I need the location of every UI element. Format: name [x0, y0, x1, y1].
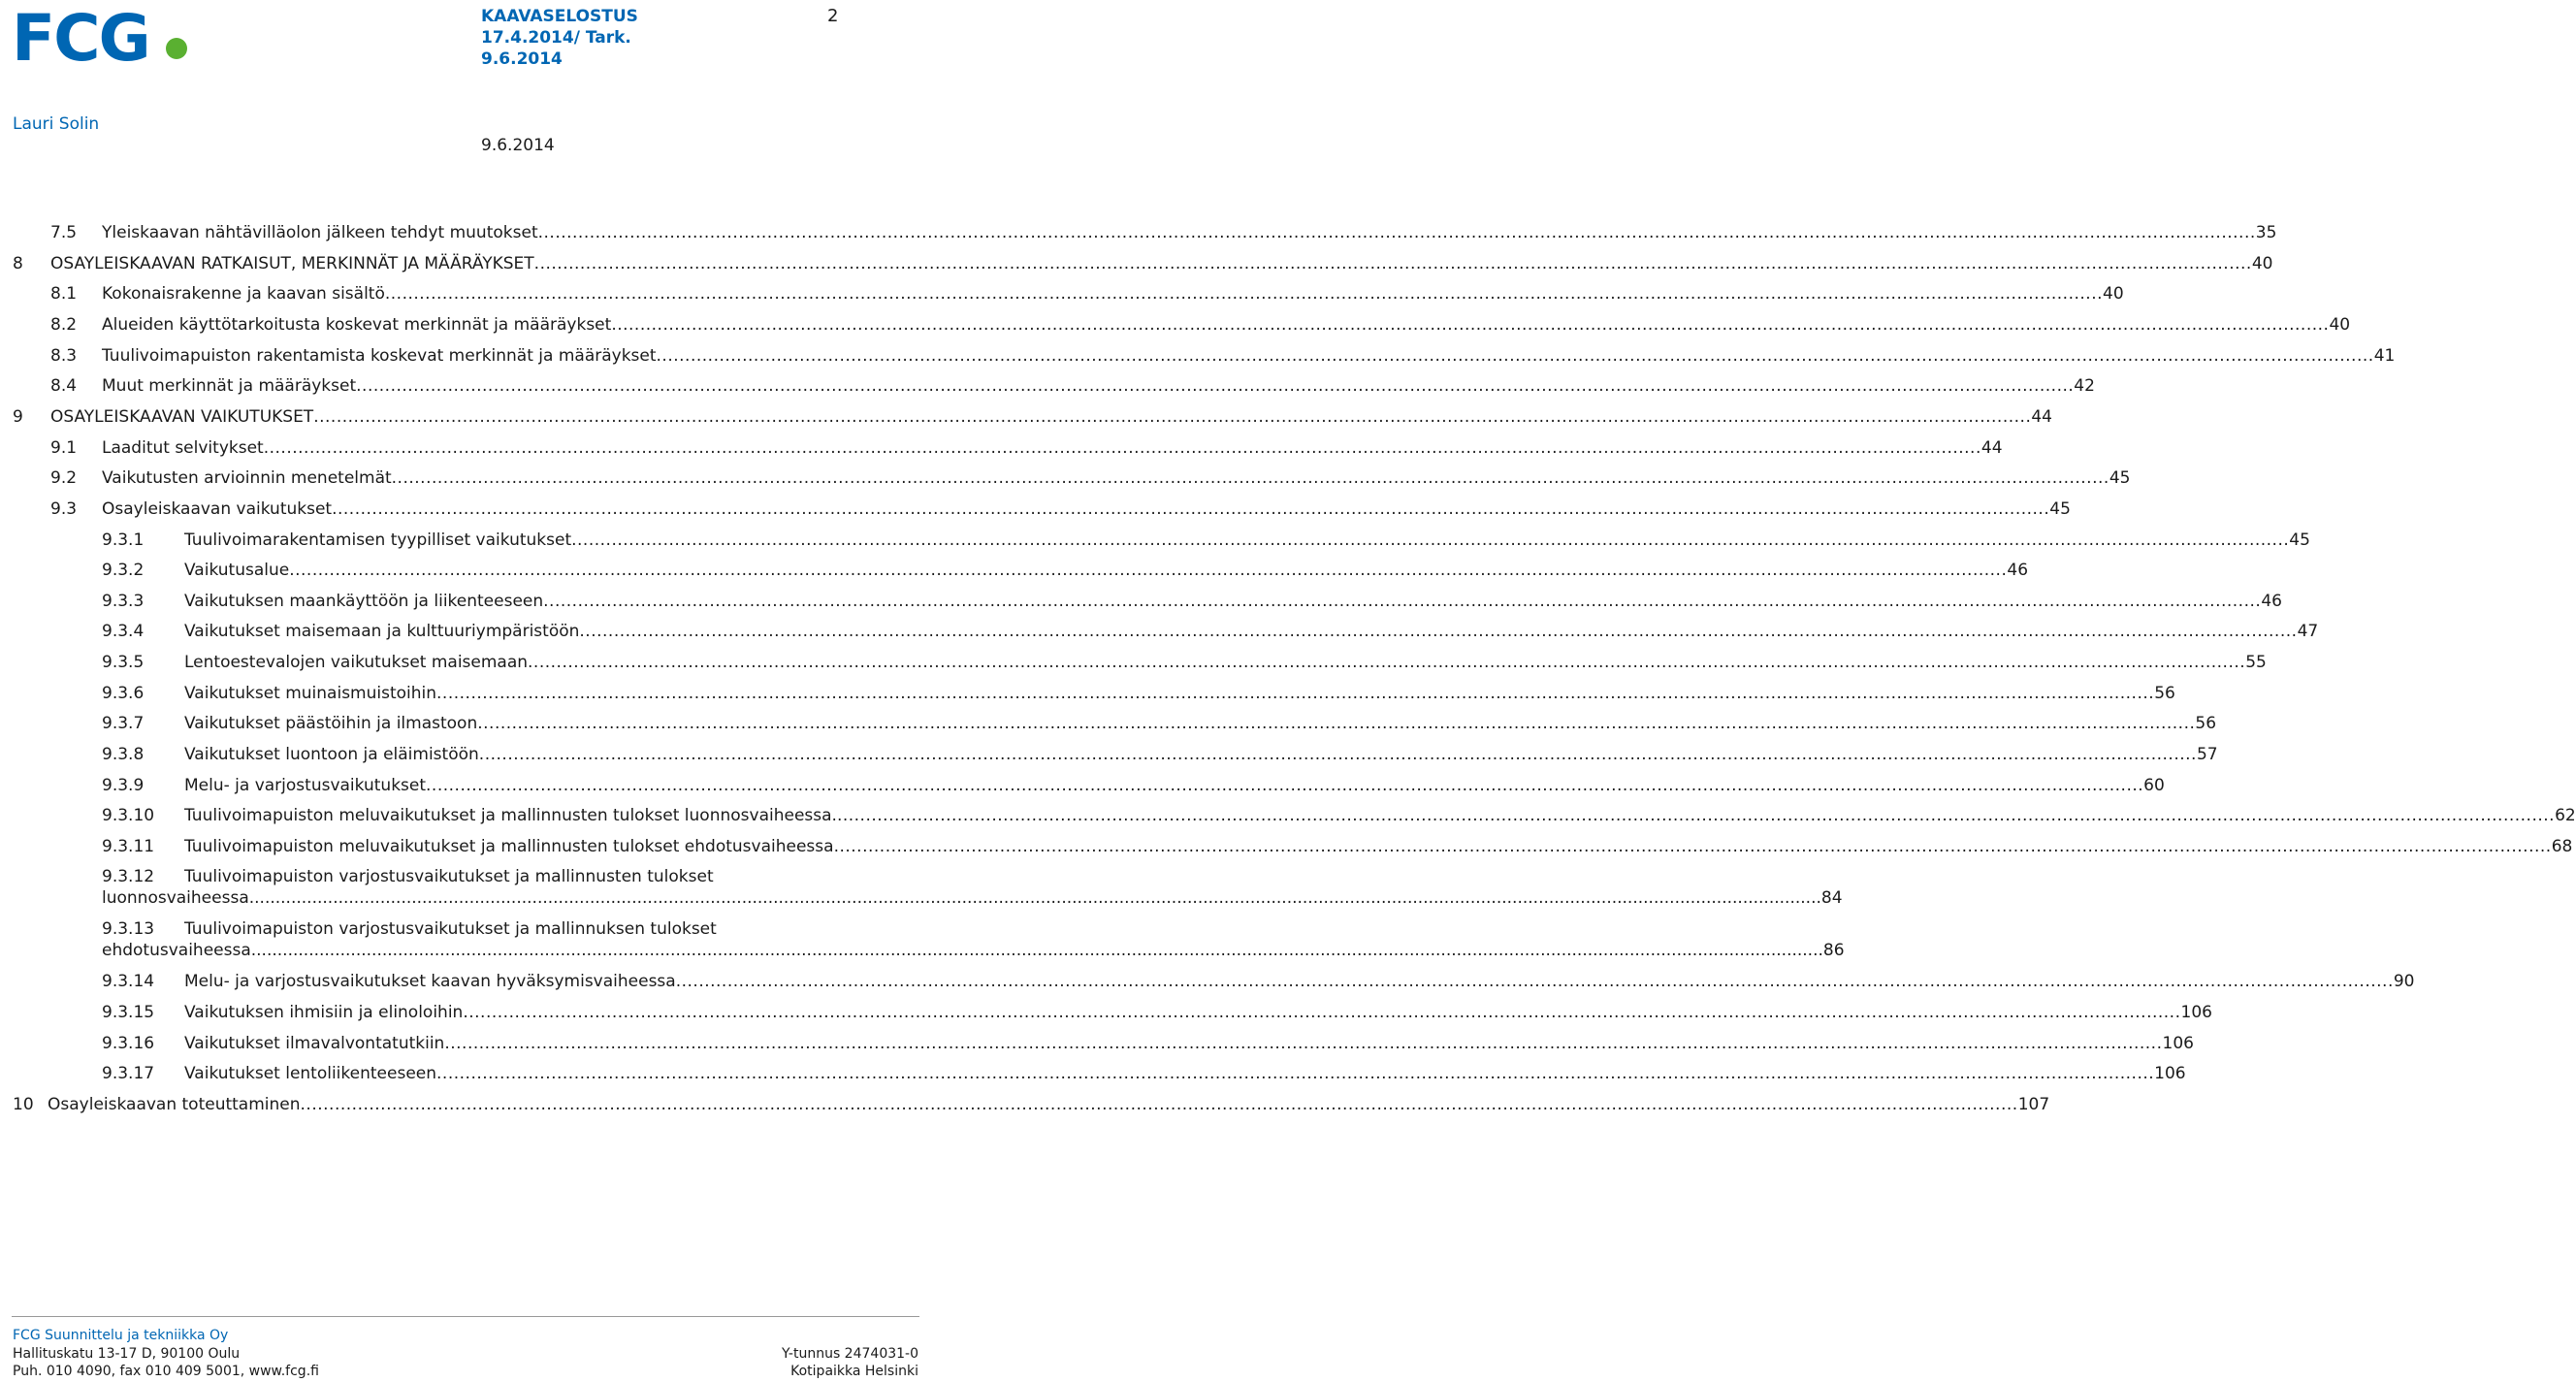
- toc-leader-dots: ............................................................................................................................................................................................................................................................................................................: [248, 888, 1821, 908]
- toc-entry-number: 8.2: [50, 315, 78, 335]
- toc-entry-title: Vaikutuksen ihmisiin ja elinoloihin: [184, 1003, 464, 1022]
- toc-leader-dots: ............................................................................................................................................................................................................................................................................................................: [384, 284, 2104, 304]
- toc-entry[interactable]: [102, 805, 2576, 826]
- toc-entry-number: 9.3.17: [102, 1064, 155, 1083]
- toc-entry-title: OSAYLEISKAAVAN RATKAISUT, MERKINNÄT JA MÄÄRÄYKSET: [50, 254, 534, 273]
- toc-entry-number: 9.1: [50, 438, 78, 458]
- toc-entry-page: 42: [2074, 376, 2095, 396]
- toc-entry-number: 9.2: [50, 468, 78, 488]
- logo-text: FCG: [12, 1, 149, 76]
- toc-leader-dots: ............................................................................................................................................................................................................................................................................................................: [356, 376, 2075, 396]
- toc-entry-page: 106: [2162, 1034, 2194, 1053]
- toc-entry-page: 56: [2154, 684, 2175, 703]
- toc-leader-dots: ............................................................................................................................................................................................................................................................................................................: [289, 561, 2008, 580]
- toc-entry-page: 106: [2180, 1003, 2212, 1022]
- toc-entry-number: 9.3.15: [102, 1003, 155, 1022]
- toc-entry-title: Alueiden käyttötarkoitusta koskevat merkinnät ja määräykset: [102, 315, 612, 335]
- toc-entry[interactable]: [102, 775, 2165, 796]
- footer-phone: Puh. 010 4090, fax 010 409 5001, www.fcg.fi: [13, 1364, 319, 1379]
- toc-entry-number: 9.3.10: [102, 806, 155, 825]
- toc-entry-number: 8: [13, 254, 23, 273]
- toc-entry-page: 107: [2017, 1095, 2050, 1114]
- toc-entry-page: 46: [2007, 561, 2029, 580]
- toc-entry-page: 68: [2551, 837, 2573, 856]
- toc-leader-dots: ............................................................................................................................................................................................................................................................................................................: [533, 254, 2252, 273]
- toc-entry[interactable]: [50, 498, 2071, 520]
- page-number: 2: [827, 6, 839, 26]
- toc-entry-number: 9.3.1: [102, 530, 145, 550]
- toc-entry-page: 60: [2143, 776, 2165, 795]
- toc-leader-dots: ............................................................................................................................................................................................................................................................................................................: [391, 468, 2109, 488]
- footer-domicile: Kotipaikka Helsinki: [790, 1364, 918, 1379]
- toc-entry[interactable]: [102, 591, 2282, 612]
- toc-entry[interactable]: [50, 314, 2351, 336]
- toc-entry-page: 56: [2195, 714, 2217, 733]
- toc-leader-dots: ............................................................................................................................................................................................................................................................................................................: [426, 776, 2144, 795]
- toc-leader-dots: ............................................................................................................................................................................................................................................................................................................: [836, 806, 2556, 825]
- toc-entry-number: 9.3.16: [102, 1034, 155, 1053]
- toc-leader-dots: ............................................................................................................................................................................................................................................................................................................: [436, 1064, 2155, 1083]
- toc-entry-page: 57: [2196, 745, 2218, 764]
- document-type: KAAVASELOSTUS: [481, 7, 638, 26]
- toc-entry-page: 35: [2255, 223, 2277, 242]
- toc-entry[interactable]: [13, 253, 2273, 274]
- toc-entry-title: OSAYLEISKAAVAN VAIKUTUKSET: [50, 407, 314, 427]
- toc-entry-number: 9.3.2: [102, 561, 145, 580]
- toc-entry-number: 8.4: [50, 376, 78, 396]
- toc-entry-title-continued: luonnosvaiheessa: [102, 888, 249, 908]
- toc-leader-dots: ............................................................................................................................................................................................................................................................................................................: [250, 941, 1823, 960]
- toc-entry[interactable]: [102, 560, 2029, 581]
- toc-entry-number: 8.1: [50, 284, 78, 304]
- toc-entry-page: 45: [2109, 468, 2131, 488]
- toc-entry[interactable]: [50, 283, 2124, 305]
- toc-entry-title: Muut merkinnät ja määräykset: [102, 376, 357, 396]
- toc-entry-number: 9.3.9: [102, 776, 145, 795]
- toc-entry-title: Vaikutusten arvioinnin menetelmät: [102, 468, 392, 488]
- toc-entry[interactable]: [102, 1063, 2186, 1084]
- toc-entry[interactable]: [102, 713, 2217, 734]
- footer-address: Hallituskatu 13-17 D, 90100 Oulu: [13, 1346, 241, 1362]
- toc-entry-page: 62: [2555, 806, 2576, 825]
- toc-entry-page: 44: [1980, 438, 2003, 458]
- toc-entry-page: 84: [1820, 888, 1843, 908]
- toc-entry-number: 9.3.11: [102, 837, 155, 856]
- toc-entry-title: Tuulivoimapuiston varjostusvaikutukset ja mallinnusten tulokset: [184, 867, 714, 886]
- toc-entry[interactable]: [102, 1033, 2194, 1054]
- toc-leader-dots: ............................................................................................................................................................................................................................................................................................................: [313, 407, 2032, 427]
- toc-entry[interactable]: [50, 375, 2095, 397]
- toc-entry[interactable]: [102, 836, 2573, 857]
- toc-entry-number: 9.3.7: [102, 714, 145, 733]
- toc-entry[interactable]: [50, 437, 2003, 459]
- logo-dot-icon: [166, 38, 187, 59]
- toc-entry-title: Lentoestevalojen vaikutukset maisemaan: [184, 653, 529, 672]
- toc-entry-title: Tuulivoimarakentamisen tyypilliset vaikutukset: [184, 530, 572, 550]
- toc-leader-dots: ............................................................................................................................................................................................................................................................................................................: [463, 1003, 2181, 1022]
- toc-entry-page: 40: [2103, 284, 2124, 304]
- toc-entry-number: 9.3.6: [102, 684, 145, 703]
- toc-entry-number: 9.3.13: [102, 919, 155, 939]
- toc-entry-number: 9: [13, 407, 23, 427]
- toc-entry-page: 106: [2154, 1064, 2186, 1083]
- toc-leader-dots: ............................................................................................................................................................................................................................................................................................................: [537, 223, 2256, 242]
- toc-entry-title: Vaikutukset luontoon ja eläimistöön: [184, 745, 479, 764]
- toc-entry[interactable]: [13, 1094, 2050, 1115]
- document-header: [481, 6, 638, 70]
- toc-entry-title: Vaikutukset päästöihin ja ilmastoon: [184, 714, 478, 733]
- toc-entry-title: Osayleiskaavan toteuttaminen: [48, 1095, 301, 1114]
- toc-entry-page: 47: [2297, 622, 2319, 641]
- toc-entry-title: Laaditut selvitykset: [102, 438, 264, 458]
- toc-leader-dots: ............................................................................................................................................................................................................................................................................................................: [444, 1034, 2163, 1053]
- toc-entry-page: 86: [1822, 941, 1845, 960]
- toc-leader-dots: ............................................................................................................................................................................................................................................................................................................: [478, 745, 2197, 764]
- toc-entry-page: 90: [2393, 972, 2415, 991]
- footer-company: FCG Suunnittelu ja tekniikka Oy: [13, 1328, 229, 1343]
- toc-entry-title: Tuulivoimapuiston meluvaikutukset ja mallinnusten tulokset luonnosvaiheessa.: [184, 806, 837, 825]
- toc-entry[interactable]: [102, 918, 1845, 961]
- toc-entry-page: 41: [2373, 346, 2396, 366]
- toc-entry-page: 44: [2031, 407, 2052, 427]
- toc-leader-dots: ............................................................................................................................................................................................................................................................................................................: [528, 653, 2246, 672]
- toc-entry-number: 9.3: [50, 499, 78, 519]
- document-date: 17.4.2014/ Tark.: [481, 28, 631, 48]
- toc-entry-page: 45: [2049, 499, 2071, 519]
- toc-entry-title: Vaikutusalue: [184, 561, 290, 580]
- toc-entry[interactable]: [102, 683, 2175, 704]
- toc-entry[interactable]: [102, 744, 2218, 765]
- toc-entry-number: 9.3.4: [102, 622, 145, 641]
- toc-entry[interactable]: [50, 222, 2277, 243]
- header-date: 9.6.2014: [481, 136, 555, 155]
- toc-entry-number: 8.3: [50, 346, 78, 366]
- toc-entry-title: Kokonaisrakenne ja kaavan sisältö: [102, 284, 385, 304]
- toc-leader-dots: ............................................................................................................................................................................................................................................................................................................: [436, 684, 2155, 703]
- toc-entry-page: 55: [2245, 653, 2267, 672]
- toc-entry[interactable]: [50, 467, 2131, 489]
- toc-leader-dots: ............................................................................................................................................................................................................................................................................................................: [263, 438, 1981, 458]
- toc-leader-dots: ............................................................................................................................................................................................................................................................................................................: [656, 346, 2374, 366]
- fcg-logo: [12, 1, 196, 76]
- toc-entry-page: 46: [2261, 592, 2282, 611]
- toc-leader-dots: ............................................................................................................................................................................................................................................................................................................: [477, 714, 2196, 733]
- document-revision: 9.6.2014: [481, 49, 563, 69]
- toc-entry-title: Vaikutukset ilmavalvontatutkiin: [184, 1034, 445, 1053]
- toc-entry-page: 45: [2289, 530, 2310, 550]
- toc-entry-number: 9.3.8: [102, 745, 145, 764]
- toc-entry-number: 9.3.5: [102, 653, 145, 672]
- toc-entry-title: Vaikutukset muinaismuistoihin: [184, 684, 437, 703]
- toc-entry[interactable]: [102, 621, 2319, 642]
- footer-business-id: Y-tunnus 2474031-0: [782, 1346, 918, 1362]
- toc-entry-number: 9.3.3: [102, 592, 145, 611]
- toc-entry-number: 10: [13, 1095, 34, 1114]
- toc-entry[interactable]: [102, 530, 2310, 551]
- toc-entry-title: Vaikutuksen maankäyttöön ja liikenteeseen: [184, 592, 544, 611]
- toc-leader-dots: ............................................................................................................................................................................................................................................................................................................: [579, 622, 2298, 641]
- toc-entry-page: 40: [2251, 254, 2273, 273]
- toc-entry-title: Osayleiskaavan vaikutukset: [102, 499, 333, 519]
- toc-leader-dots: ............................................................................................................................................................................................................................................................................................................: [332, 499, 2050, 519]
- toc-entry-page: 40: [2329, 315, 2351, 335]
- toc-entry-title: Tuulivoimapuiston varjostusvaikutukset ja mallinnuksen tulokset: [184, 919, 717, 939]
- toc-entry-number: 9.3.12: [102, 867, 155, 886]
- toc-entry-title: Tuulivoimapuiston rakentamista koskevat merkinnät ja määräykset: [102, 346, 657, 366]
- toc-entry-title-continued: ehdotusvaiheessa: [102, 941, 251, 960]
- toc-leader-dots: ............................................................................................................................................................................................................................................................................................................: [571, 530, 2290, 550]
- toc-entry-number: 7.5: [50, 223, 78, 242]
- toc-entry[interactable]: [13, 406, 2052, 428]
- toc-entry-title: Vaikutukset lentoliikenteeseen: [184, 1064, 437, 1083]
- toc-leader-dots: ............................................................................................................................................................................................................................................................................................................: [611, 315, 2330, 335]
- toc-entry-title: Vaikutukset maisemaan ja kulttuuriympäristöön: [184, 622, 580, 641]
- toc-entry[interactable]: [102, 971, 2415, 992]
- toc-entry[interactable]: [102, 866, 1843, 909]
- toc-leader-dots: ............................................................................................................................................................................................................................................................................................................: [300, 1095, 2018, 1114]
- toc-entry-number: 9.3.14: [102, 972, 155, 991]
- footer-divider: [12, 1316, 919, 1317]
- toc-entry-title: Tuulivoimapuiston meluvaikutukset ja mallinnusten tulokset ehdotusvaiheessa: [184, 837, 834, 856]
- toc-leader-dots: ............................................................................................................................................................................................................................................................................................................: [833, 837, 2552, 856]
- toc-entry-title: Melu- ja varjostusvaikutukset: [184, 776, 427, 795]
- toc-leader-dots: ............................................................................................................................................................................................................................................................................................................: [675, 972, 2394, 991]
- toc-entry[interactable]: [50, 345, 2396, 367]
- toc-entry-title: Melu- ja varjostusvaikutukset kaavan hyväksymisvaiheessa: [184, 972, 676, 991]
- toc-entry[interactable]: [102, 652, 2267, 673]
- toc-entry-title: Yleiskaavan nähtävilläolon jälkeen tehdyt muutokset: [102, 223, 538, 242]
- author-name: Lauri Solin: [13, 114, 100, 134]
- toc-leader-dots: ............................................................................................................................................................................................................................................................................................................: [543, 592, 2262, 611]
- toc-entry[interactable]: [102, 1002, 2212, 1023]
